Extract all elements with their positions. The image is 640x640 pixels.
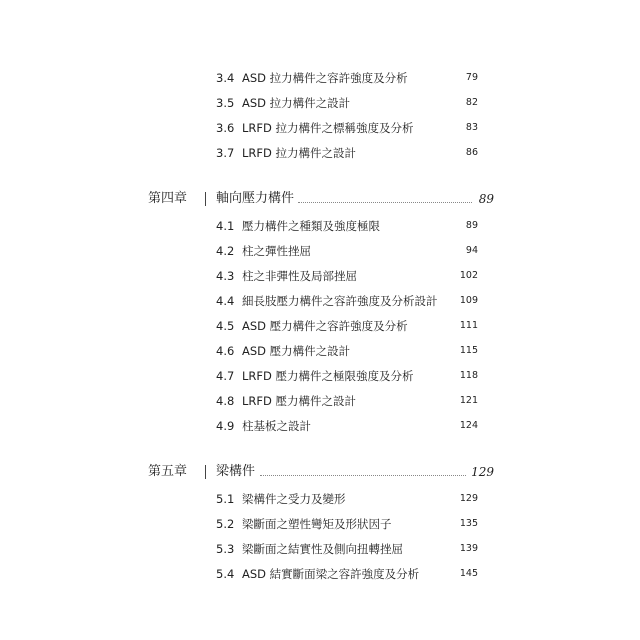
chapter-page-number: 89	[478, 192, 494, 206]
chapter-heading-4	[148, 187, 494, 211]
section-title: ASD 拉力構件之設計	[242, 96, 351, 110]
page-number: 82	[465, 97, 478, 108]
toc-entry-4-9	[216, 416, 478, 436]
section-title: LRFD 拉力構件之標稱強度及分析	[242, 121, 414, 135]
page-number: 109	[459, 295, 478, 306]
toc-entry-5-3	[216, 539, 478, 559]
page-number: 94	[465, 245, 478, 256]
section-number: 4.5	[216, 319, 235, 333]
toc-entry-4-7	[216, 366, 478, 386]
section-number: 5.1	[216, 492, 235, 506]
toc-entry-4-6	[216, 341, 478, 361]
page-number: 89	[465, 220, 478, 231]
section-number: 3.5	[216, 96, 235, 110]
toc-entry-4-4	[216, 291, 478, 311]
page-number: 124	[459, 420, 478, 431]
toc-entry-4-1	[216, 216, 478, 236]
section-number: 4.8	[216, 394, 235, 408]
dot-leader	[260, 475, 466, 476]
toc-entry-4-3	[216, 266, 478, 286]
section-title: 柱之彈性挫屈	[242, 244, 311, 258]
section-title: 柱之非彈性及局部挫屈	[242, 269, 357, 283]
toc-entry-5-4	[216, 564, 478, 584]
toc-entry-5-2	[216, 514, 478, 534]
section-title: LRFD 壓力構件之設計	[242, 394, 357, 408]
page-number: 83	[465, 122, 478, 133]
dot-leader	[298, 202, 472, 203]
toc-entry-3-6	[216, 118, 478, 138]
section-number: 5.3	[216, 542, 235, 556]
section-number: 5.4	[216, 567, 235, 581]
section-title: 柱基板之設計	[242, 419, 311, 433]
section-title: 壓力構件之種類及強度極限	[242, 219, 380, 233]
chapter-heading-5	[148, 460, 494, 484]
page-number: 139	[459, 543, 478, 554]
section-number: 4.1	[216, 219, 235, 233]
chapter-divider	[205, 192, 206, 206]
toc-entry-3-7	[216, 143, 478, 163]
page-number: 102	[459, 270, 478, 281]
toc-entry-4-8	[216, 391, 478, 411]
page-number: 115	[459, 345, 478, 356]
page-number: 135	[459, 518, 478, 529]
section-number: 3.7	[216, 146, 235, 160]
chapter-divider	[205, 465, 206, 479]
section-number: 4.4	[216, 294, 235, 308]
section-number: 3.4	[216, 71, 235, 85]
section-title: ASD 拉力構件之容許強度及分析	[242, 71, 408, 85]
page-number: 118	[459, 370, 478, 381]
chapter-label: 第五章	[148, 464, 188, 479]
chapter-title: 軸向壓力構件	[216, 191, 295, 206]
chapter-title: 梁構件	[216, 464, 256, 479]
section-title: 梁斷面之塑性彎矩及形狀因子	[242, 517, 392, 531]
section-number: 4.6	[216, 344, 235, 358]
toc-entry-3-4	[216, 68, 478, 88]
section-title: ASD 壓力構件之設計	[242, 344, 351, 358]
toc-entry-5-1	[216, 489, 478, 509]
section-number: 5.2	[216, 517, 235, 531]
section-title: ASD 結實斷面梁之容許強度及分析	[242, 567, 420, 581]
section-title: LRFD 拉力構件之設計	[242, 146, 357, 160]
section-number: 4.7	[216, 369, 235, 383]
section-title: 梁構件之受力及變形	[242, 492, 346, 506]
toc-entry-4-2	[216, 241, 478, 261]
section-title: ASD 壓力構件之容許強度及分析	[242, 319, 408, 333]
page-number: 86	[465, 147, 478, 158]
chapter-label: 第四章	[148, 191, 188, 206]
section-number: 4.2	[216, 244, 235, 258]
page-number: 145	[459, 568, 478, 579]
section-number: 4.3	[216, 269, 235, 283]
page-number: 79	[465, 72, 478, 83]
section-title: LRFD 壓力構件之極限強度及分析	[242, 369, 414, 383]
page-number: 121	[459, 395, 478, 406]
page-number: 111	[459, 320, 478, 331]
section-title: 細長肢壓力構件之容許強度及分析設計	[242, 294, 438, 308]
toc-entry-4-5	[216, 316, 478, 336]
page-number: 129	[459, 493, 478, 504]
chapter-page-number: 129	[471, 465, 494, 479]
section-title: 梁斷面之結實性及側向扭轉挫屈	[242, 542, 403, 556]
section-number: 3.6	[216, 121, 235, 135]
section-number: 4.9	[216, 419, 235, 433]
toc-entry-3-5	[216, 93, 478, 113]
